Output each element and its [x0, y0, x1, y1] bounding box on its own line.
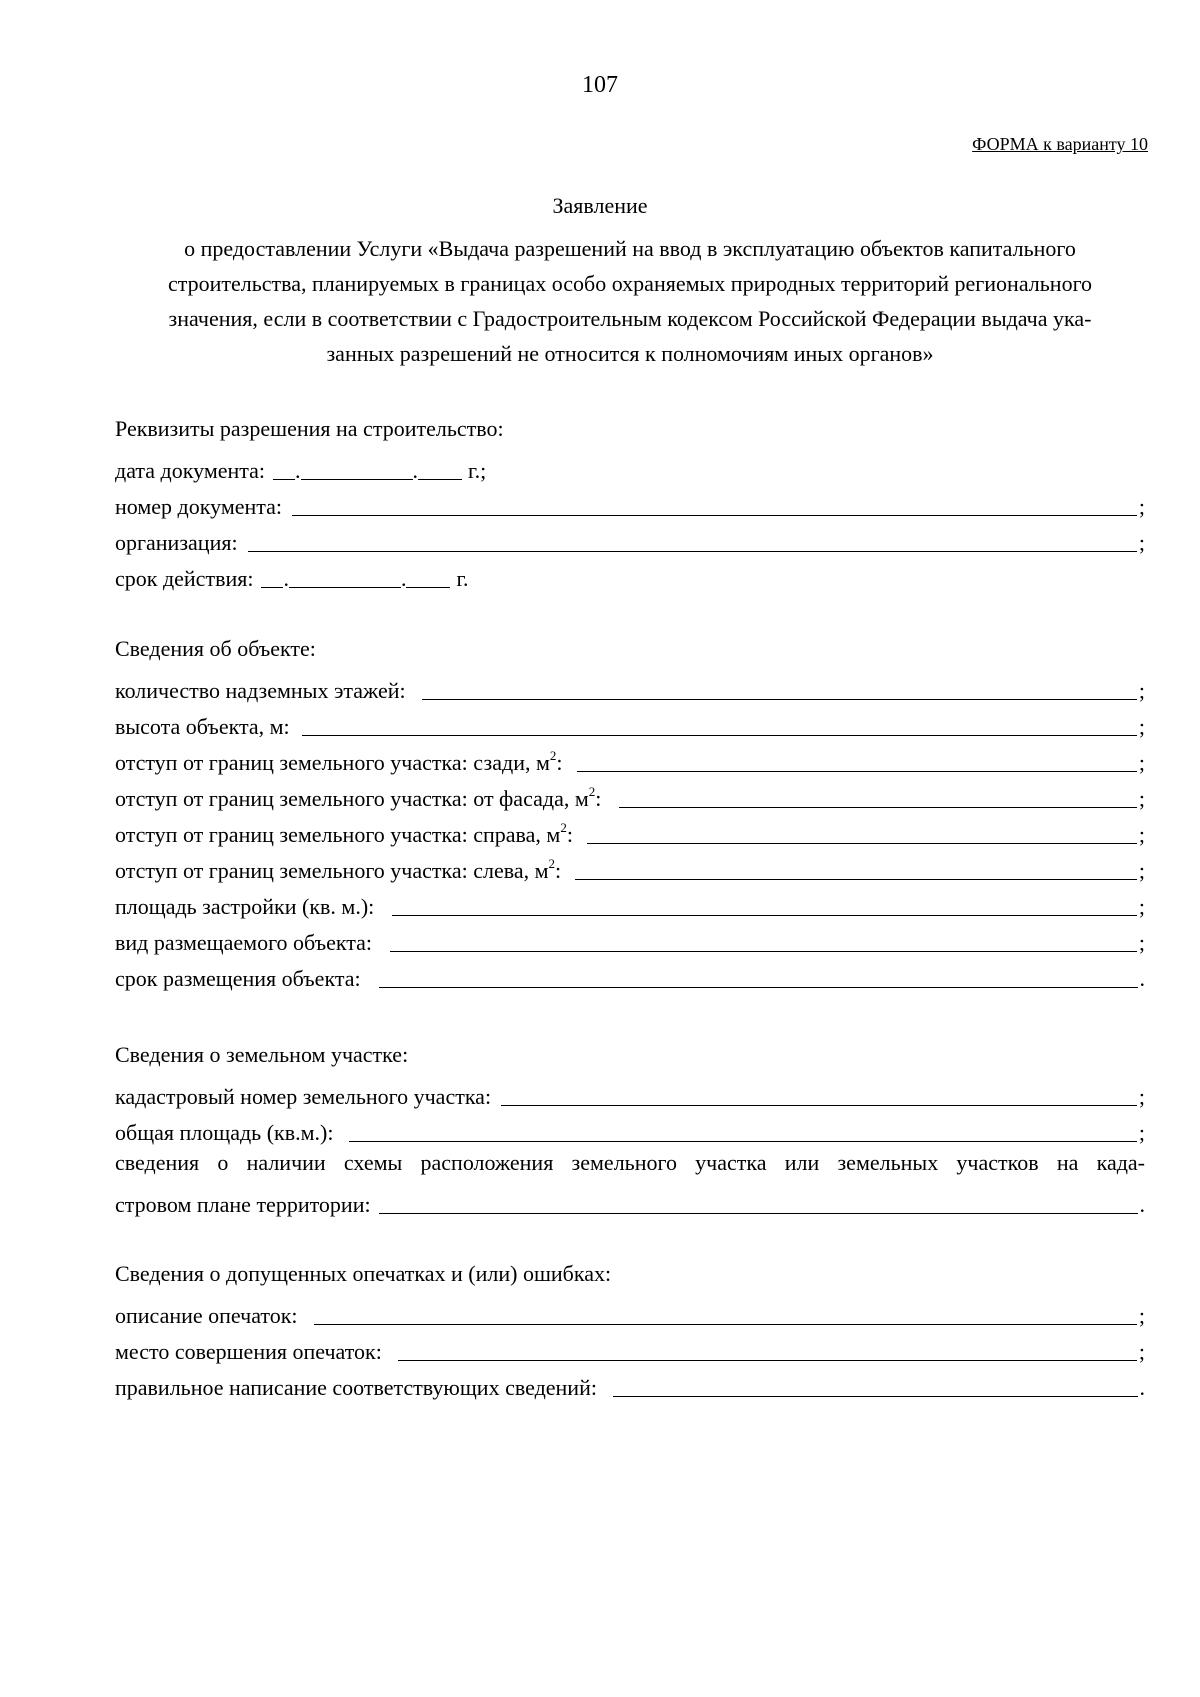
- typo-place-label: место совершения опечаток:: [115, 1339, 382, 1364]
- setback-front-field[interactable]: [619, 785, 1136, 808]
- object-height-row: высота объекта, м: ;: [115, 706, 1145, 742]
- setback-right-row: отступ от границ земельного участка: справа, $м^2$: ;: [115, 819, 1145, 847]
- permit-validity-label: срок действия:: [115, 566, 254, 591]
- build-area-label: площадь застройки (кв. м.):: [115, 894, 375, 919]
- build-area-field[interactable]: [392, 893, 1137, 916]
- date-separator: .: [295, 458, 301, 483]
- validity-day-field[interactable]: [261, 565, 283, 588]
- land-heading: Сведения о земельном участке:: [115, 1042, 409, 1067]
- date-year-field[interactable]: [418, 457, 462, 480]
- date-month-field[interactable]: [301, 457, 413, 480]
- correct-spelling-label: правильное написание соответствующих сведений:: [115, 1375, 597, 1400]
- permit-date-row: [115, 450, 1145, 486]
- setback-left-field[interactable]: [575, 857, 1137, 880]
- subtitle-line: занных разрешений не относится к полномочиям иных органов»: [326, 341, 934, 366]
- object-floors-row: количество надземных этажей: ;: [115, 670, 1145, 706]
- cadastral-field[interactable]: [501, 1083, 1137, 1106]
- permit-number-field[interactable]: [292, 493, 1137, 516]
- date-separator: .: [412, 458, 419, 483]
- total-area-row: общая площадь (кв.м.): ;: [115, 1112, 1145, 1148]
- object-type-field[interactable]: [390, 929, 1137, 952]
- object-term-row: срок размещения объекта: .: [115, 958, 1145, 994]
- typo-description-label: описание опечаток:: [115, 1303, 298, 1328]
- correct-spelling-row: правильное написание соответствующих сведений: .: [115, 1367, 1145, 1403]
- errors-section: [115, 1259, 1145, 1403]
- permit-validity-row: [115, 558, 1145, 594]
- setback-front-row: отступ от границ земельного участка: от фасада, $м^2$: ;: [115, 783, 1145, 811]
- page-number: 107: [582, 72, 618, 98]
- document-subtitle: [110, 231, 1150, 371]
- date-separator: .: [283, 566, 289, 591]
- permit-org-row: организация: ;: [115, 522, 1145, 558]
- height-label: высота объекта, м:: [115, 714, 290, 739]
- correct-spelling-field[interactable]: [613, 1374, 1138, 1397]
- scheme-label: стровом плане территории:: [115, 1192, 371, 1217]
- permit-org-field[interactable]: [248, 529, 1137, 552]
- build-area-row: площадь застройки (кв. м.): ;: [115, 886, 1145, 922]
- subtitle-line: строительства, планируемых в границах особо охраняемых природных территорий регионального: [167, 271, 1093, 296]
- date-day-field[interactable]: [273, 457, 295, 480]
- errors-heading: Сведения о допущенных опечатках и (или) ошибках:: [115, 1261, 612, 1286]
- date-suffix: г.;: [468, 458, 487, 483]
- permit-heading: Реквизиты разрешения на строительство:: [115, 416, 504, 441]
- setback-right-label: отступ от границ земельного участка: справа, м: [115, 822, 561, 847]
- typo-place-row: место совершения опечаток: ;: [115, 1331, 1145, 1367]
- object-section: [115, 634, 1145, 994]
- subtitle-line: значения, если в соответствии с Градостроительным кодексом Российской Федерации выдача ука-: [168, 306, 1092, 331]
- land-section: [115, 1040, 1145, 1220]
- total-area-label: общая площадь (кв.м.):: [115, 1120, 334, 1145]
- permit-section: [115, 414, 1145, 594]
- cadastral-label: кадастровый номер земельного участка:: [115, 1084, 492, 1109]
- setback-left-label: отступ от границ земельного участка: слева, м: [115, 858, 549, 883]
- setback-rear-label: отступ от границ земельного участка: сзади, м: [115, 750, 550, 775]
- form-reference: ФОРМА к варианту 10: [972, 134, 1148, 154]
- date-separator: .: [400, 566, 407, 591]
- scheme-line-1: сведения о наличии схемы расположения земельного участка или земельных участков на када-: [115, 1150, 1145, 1175]
- validity-year-field[interactable]: [406, 565, 450, 588]
- document-title: Заявление: [552, 193, 648, 218]
- setback-front-label: отступ от границ земельного участка: от фасада, м: [115, 786, 589, 811]
- subtitle-line: о предоставлении Услуги «Выдача разрешений на ввод в эксплуатацию объектов капитального: [184, 236, 1076, 261]
- floors-field[interactable]: [422, 677, 1137, 700]
- permit-org-label: организация:: [115, 530, 238, 555]
- setback-rear-row: отступ от границ земельного участка: сзади, $м^2$: ;: [115, 747, 1145, 775]
- object-type-row: вид размещаемого объекта: ;: [115, 922, 1145, 958]
- total-area-field[interactable]: [349, 1119, 1136, 1142]
- typo-place-field[interactable]: [398, 1338, 1137, 1361]
- scheme-field[interactable]: [379, 1191, 1138, 1214]
- setback-left-row: отступ от границ земельного участка: слева, $м^2$: ;: [115, 855, 1145, 883]
- floors-label: количество надземных этажей:: [115, 678, 406, 703]
- height-field[interactable]: [302, 713, 1137, 736]
- object-heading: Сведения об объекте:: [115, 636, 316, 661]
- validity-suffix: г.: [456, 566, 469, 591]
- setback-right-field[interactable]: [587, 821, 1137, 844]
- permit-number-row: номер документа: ;: [115, 486, 1145, 522]
- object-term-field[interactable]: [379, 965, 1138, 988]
- object-term-label: срок размещения объекта:: [115, 966, 361, 991]
- permit-date-label: дата документа:: [115, 458, 266, 483]
- validity-month-field[interactable]: [289, 565, 401, 588]
- typo-description-row: описание опечаток: ;: [115, 1295, 1145, 1331]
- setback-rear-field[interactable]: [577, 749, 1137, 772]
- cadastral-row: кадастровый номер земельного участка: ;: [115, 1076, 1145, 1112]
- permit-number-label: номер документа:: [115, 494, 283, 519]
- scheme-row: стровом плане территории: .: [115, 1184, 1145, 1220]
- object-type-label: вид размещаемого объекта:: [115, 930, 372, 955]
- typo-description-field[interactable]: [314, 1302, 1137, 1325]
